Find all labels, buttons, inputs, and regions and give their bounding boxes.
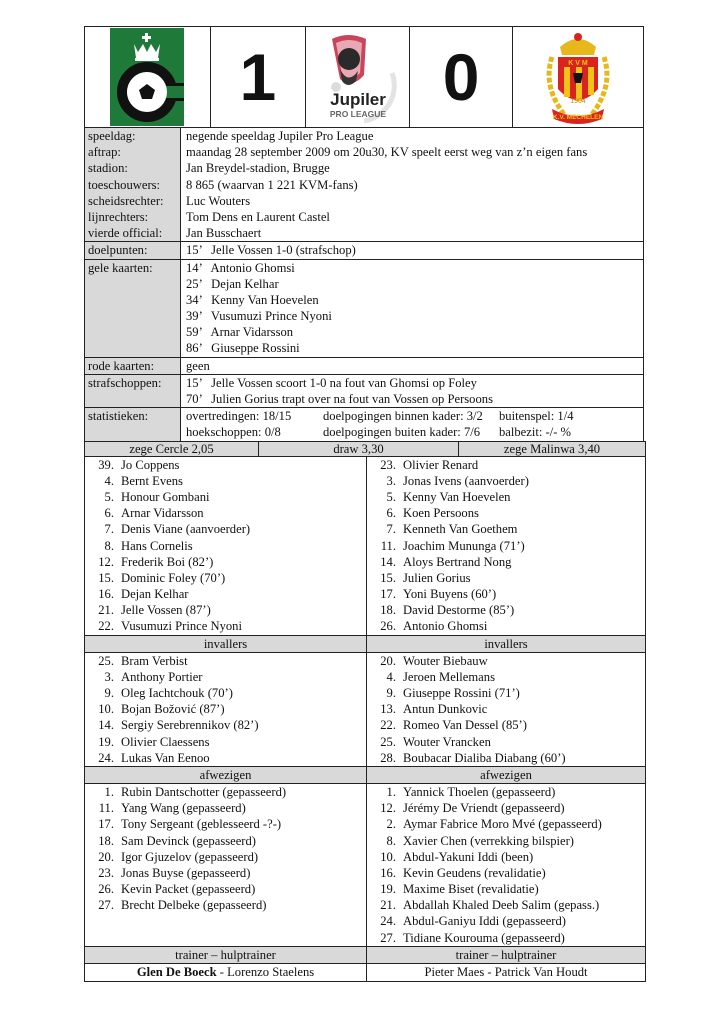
speeldag-value: negende speeldag Jupiler Pro League — [186, 129, 374, 143]
list-item: 25. Wouter Vrancken — [380, 734, 491, 749]
goal-item: 15’ Jelle Vossen 1-0 (strafschop) — [186, 243, 356, 258]
list-item: 19. Olivier Claessens — [98, 734, 210, 749]
stadion-value: Jan Breydel-stadion, Brugge — [186, 161, 330, 176]
away-score-cell — [410, 27, 514, 127]
list-item: 16. Dejan Kelhar — [98, 587, 189, 602]
away-trainer-header: trainer – hulptrainer — [367, 946, 645, 964]
stat-hoekschoppen: hoekschoppen: 0/8 — [186, 425, 281, 440]
home-invallers-header: invallers — [85, 635, 366, 653]
list-item: 7. Kenneth Van Goethem — [386, 522, 518, 537]
list-item: 22. Romeo Van Dessel (85’) — [380, 718, 527, 733]
vierde-official-value: Jan Busschaert — [186, 226, 262, 241]
lijnrechters-label: lijnrechters: — [88, 209, 149, 224]
list-item: 10. Abdul-Yakuni Iddi (been) — [380, 849, 534, 864]
list-item: 3. Jonas Ivens (aanvoerder) — [386, 473, 529, 488]
away-logo-cell — [513, 27, 643, 127]
svg-text:PRO LEAGUE: PRO LEAGUE — [329, 109, 386, 119]
list-item: 1. Yannick Thoelen (gepasseerd) — [386, 784, 556, 799]
rode-kaarten-row — [85, 358, 643, 375]
list-item: 14. Aloys Bertrand Nong — [380, 554, 512, 569]
stat-buitenspel: buitenspel: 1/4 — [499, 409, 574, 424]
odds-home: zege Cercle 2,05 — [85, 442, 259, 456]
kv-mechelen-logo-icon — [538, 27, 618, 127]
svg-text:K V M: K V M — [568, 60, 588, 67]
list-item: 11. Joachim Mununga (71’) — [380, 538, 525, 553]
yellow-card-item: 59’ Arnar Vidarsson — [186, 325, 294, 340]
match-header — [84, 26, 644, 127]
list-item: 17. Tony Sergeant (geblesseerd -?-) — [98, 817, 282, 832]
gele-kaarten-row — [85, 260, 643, 358]
lineups-table — [84, 457, 646, 982]
svg-text:Jupiler: Jupiler — [329, 90, 386, 109]
away-starting-list — [367, 457, 645, 981]
league-logo-cell — [306, 27, 410, 127]
cercle-brugge-logo-icon — [110, 28, 184, 126]
rode-kaarten-value: geen — [186, 358, 210, 373]
yellow-card-item: 39’ Vusumuzi Prince Nyoni — [186, 309, 332, 324]
odds-draw: draw 3,30 — [259, 442, 459, 456]
list-item: 15. Dominic Foley (70’) — [98, 570, 226, 585]
list-item: 26. Kevin Packet (gepasseerd) — [98, 882, 256, 897]
list-item: 7. Denis Viane (aanvoerder) — [104, 522, 251, 537]
home-logo-cell — [85, 27, 211, 127]
stadion-label: stadion: — [88, 161, 128, 176]
list-item: 8. Xavier Chen (verrekking bilspier) — [386, 833, 575, 848]
list-item: 10. Bojan Božović (87’) — [98, 702, 225, 717]
toeschouwers-value: 8 865 (waarvan 1 221 KVM-fans) — [186, 177, 358, 192]
yellow-card-item: 34’ Kenny Van Hoevelen — [186, 292, 319, 307]
list-item: 17. Yoni Buyens (60’) — [380, 587, 497, 602]
list-item: 15. Julien Gorius — [380, 570, 471, 585]
rode-kaarten-label: rode kaarten: — [88, 358, 155, 373]
list-item: 25. Bram Verbist — [98, 653, 188, 668]
list-item: 13. Antun Dunkovic — [380, 702, 488, 717]
away-score: 0 — [442, 40, 480, 114]
list-item: 26. Antonio Ghomsi — [380, 619, 488, 634]
list-item: 12. Frederik Boi (82’) — [98, 554, 214, 569]
yellow-card-item: 14’ Antonio Ghomsi — [186, 260, 295, 275]
away-trainers: Pieter Maes - Patrick Van Houdt — [424, 964, 588, 979]
penalty-item: 15’ Jelle Vossen scoort 1-0 na fout van Ghomsi op Foley — [186, 375, 477, 390]
list-item: 23. Jonas Buyse (gepasseerd) — [98, 865, 251, 880]
list-item: 21. Jelle Vossen (87’) — [98, 603, 211, 618]
list-item: 2. Aymar Fabrice Moro Mvé (gepasseerd) — [386, 817, 602, 832]
list-item: 22. Vusumuzi Prince Nyoni — [98, 619, 242, 634]
jupiler-pro-league-logo-icon — [312, 29, 404, 125]
match-info-table — [84, 127, 644, 441]
yellow-card-item: 86’ Giuseppe Rossini — [186, 341, 300, 356]
lijnrechters-value: Tom Dens en Laurent Castel — [186, 209, 330, 224]
doelpunten-label: doelpunten: — [88, 243, 148, 258]
list-item: 4. Jeroen Mellemans — [386, 669, 495, 684]
list-item: 1. Rubin Dantschotter (gepasseerd) — [104, 784, 287, 799]
odds-away: zege Malinwa 3,40 — [503, 441, 601, 456]
list-item: 6. Arnar Vidarsson — [104, 506, 204, 521]
yellow-card-item: 25’ Dejan Kelhar — [186, 276, 279, 291]
list-item: 3. Anthony Portier — [104, 669, 203, 684]
list-item: 5. Honour Gombani — [104, 489, 210, 504]
home-score: 1 — [239, 40, 277, 114]
stat-doelpogingen-buiten: doelpogingen buiten kader: 7/6 — [323, 425, 481, 440]
statistieken-row — [85, 408, 643, 440]
list-item: 18. David Destorme (85’) — [380, 603, 515, 618]
list-item: 27. Tidiane Kourouma (gepasseerd) — [380, 930, 565, 945]
list-item: 20. Wouter Biebauw — [380, 653, 488, 668]
list-item: 20. Igor Gjuzelov (gepasseerd) — [98, 849, 259, 864]
home-starting-list — [85, 457, 367, 981]
svg-text:1904: 1904 — [570, 98, 587, 105]
vierde-official-label: vierde official: — [88, 226, 163, 241]
away-invallers-header: invallers — [367, 635, 645, 653]
home-trainers: Glen De Boeck - Lorenzo Staelens — [136, 964, 315, 979]
stat-balbezit: balbezit: -/- % — [499, 425, 572, 440]
statistieken-label: statistieken: — [88, 409, 149, 424]
svg-text:K.V. MECHELEN: K.V. MECHELEN — [553, 114, 604, 121]
scheidsrechter-value: Luc Wouters — [186, 193, 251, 208]
stat-overtredingen: overtredingen: 18/15 — [186, 409, 292, 424]
list-item: 23. Olivier Renard — [380, 457, 479, 472]
penalty-item: 70’ Julien Gorius trapt over na fout van Vossen op Persoons — [186, 392, 493, 406]
list-item: 21. Abdallah Khaled Deeb Salim (gepass.) — [380, 898, 600, 913]
home-trainer-header: trainer – hulptrainer — [85, 946, 366, 964]
list-item: 18. Sam Devinck (gepasseerd) — [98, 833, 256, 848]
list-item: 12. Jérémy De Vriendt (gepasseerd) — [380, 801, 565, 816]
doelpunten-row — [85, 242, 643, 259]
home-score-cell — [211, 27, 307, 127]
gele-kaarten-label: gele kaarten: — [88, 260, 153, 275]
list-item: 27. Brecht Delbeke (gepasseerd) — [98, 898, 267, 913]
list-item: 14. Sergiy Serebrennikov (82’) — [98, 718, 259, 733]
match-report — [84, 26, 644, 982]
starting-lineups — [85, 457, 645, 981]
speeldag-label: speeldag: — [88, 129, 136, 143]
list-item: 9. Oleg Iachtchouk (70’) — [104, 686, 233, 700]
list-item: 9. Giuseppe Rossini (71’) — [386, 686, 520, 700]
aftrap-value: maandag 28 september 2009 om 20u30, KV speelt eerst weg van z’n eigen fans — [186, 145, 588, 160]
list-item: 16. Kevin Geudens (revalidatie) — [380, 865, 546, 880]
list-item: 19. Maxime Biset (revalidatie) — [380, 882, 539, 897]
aftrap-label: aftrap: — [88, 145, 121, 160]
list-item: 4. Bernt Evens — [104, 473, 183, 488]
list-item: 11. Yang Wang (gepasseerd) — [98, 801, 246, 816]
strafschoppen-row — [85, 375, 643, 408]
toeschouwers-label: toeschouwers: — [88, 177, 161, 192]
list-item: 5. Kenny Van Hoevelen — [386, 489, 511, 504]
odds-bar — [84, 441, 646, 457]
scheidsrechter-label: scheidsrechter: — [88, 193, 164, 208]
list-item: 24. Lukas Van Eenoo — [98, 750, 210, 765]
list-item: 39. Jo Coppens — [98, 457, 180, 472]
away-afwezigen-header: afwezigen — [367, 766, 645, 784]
stat-doelpogingen-binnen: doelpogingen binnen kader: 3/2 — [323, 409, 483, 424]
strafschoppen-label: strafschoppen: — [88, 375, 162, 390]
list-item: 28. Boubacar Dialiba Diabang (60’) — [380, 750, 566, 765]
list-item: 8. Hans Cornelis — [104, 538, 193, 553]
list-item: 6. Koen Persoons — [386, 506, 479, 521]
list-item: 24. Abdul-Ganiyu Iddi (gepasseerd) — [380, 914, 566, 929]
home-afwezigen-header: afwezigen — [85, 766, 366, 784]
